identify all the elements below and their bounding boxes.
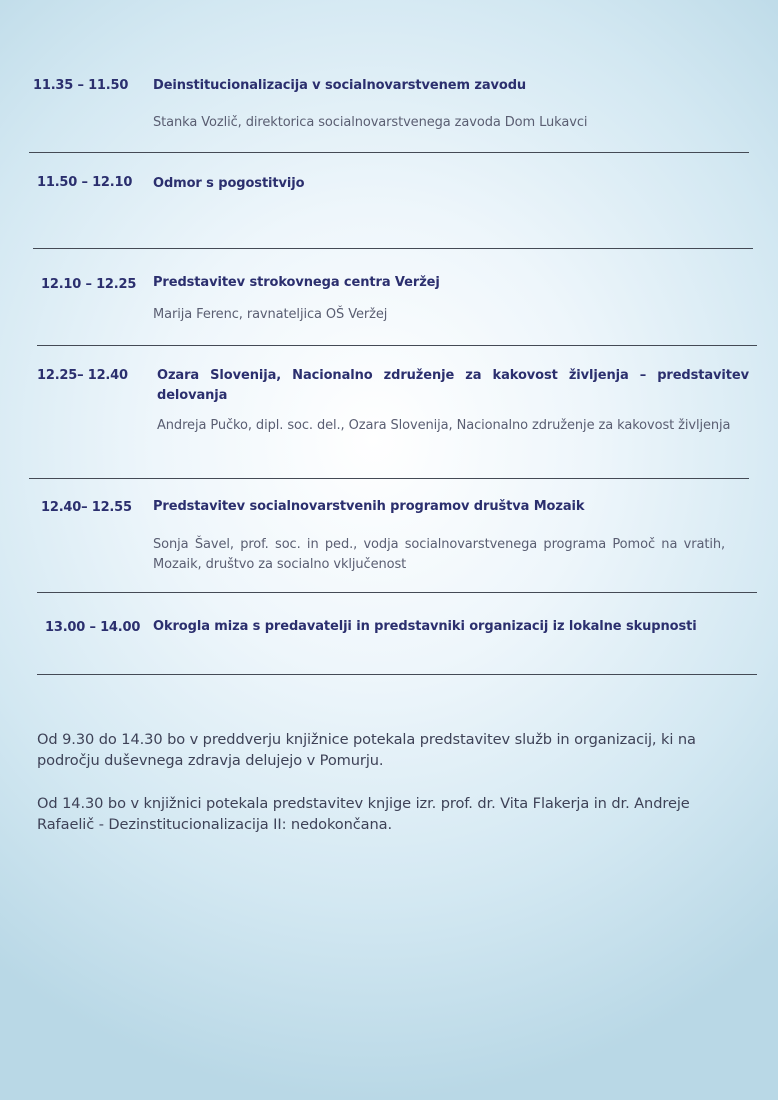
divider — [33, 248, 753, 249]
session-title: Predstavitev strokovnega centra Veržej — [153, 275, 440, 290]
session-title: Deinstitucionalizacija v socialnovarstvenem zavodu — [153, 78, 527, 93]
divider — [29, 152, 749, 153]
info-note: Od 9.30 do 14.30 bo v preddverju knjižnice potekala predstavitev služb in organizacij, ki na področju duševnega zdravja delujejo v Pomurju. — [37, 731, 696, 769]
session-time: 12.40– 12.55 — [41, 500, 132, 515]
session-title: Odmor s pogostitvijo — [153, 176, 305, 191]
session-time: 13.00 – 14.00 — [45, 620, 141, 635]
session-time: 12.25– 12.40 — [37, 368, 128, 383]
session-title: Okrogla miza s predavatelji in predstavniki organizacij iz lokalne skupnosti — [153, 619, 697, 634]
session-title: Ozara Slovenija, Nacionalno združenje za kakovost življenja – predstavitev delovanja — [157, 368, 749, 403]
divider — [37, 674, 757, 675]
session-time: 11.35 – 11.50 — [33, 78, 129, 93]
info-note: Od 14.30 bo v knjižnici potekala predstavitev knjige izr. prof. dr. Vita Flakerja in dr. Andreje Rafaelič - Dezinstitucionalizacija II: nedokončana. — [37, 795, 690, 833]
session-speaker: Stanka Vozlič, direktorica socialnovarstvenega zavoda Dom Lukavci — [153, 115, 588, 130]
divider — [37, 345, 757, 346]
session-time: 12.10 – 12.25 — [41, 277, 137, 292]
divider — [29, 478, 749, 479]
session-title: Predstavitev socialnovarstvenih programov društva Mozaik — [153, 499, 585, 514]
session-time: 11.50 – 12.10 — [37, 175, 133, 190]
session-speaker: Marija Ferenc, ravnateljica OŠ Veržej — [153, 307, 388, 322]
divider — [37, 592, 757, 593]
session-speaker: Andreja Pučko, dipl. soc. del., Ozara Slovenija, Nacionalno združenje za kakovost življenja — [157, 418, 731, 433]
session-speaker: Sonja Šavel, prof. soc. in ped., vodja socialnovarstvenega programa Pomoč na vratih, Mozaik, društvo za socialno vključenost — [153, 537, 725, 572]
